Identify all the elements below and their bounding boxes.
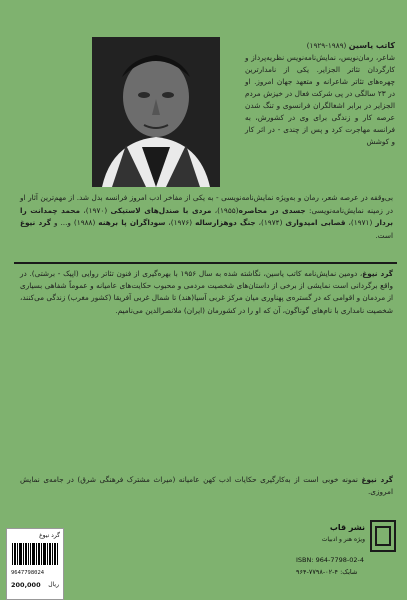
- book-description-text-2: نمونه خوبی است از به‌کارگیری حکایات ادب کهن عامیانه (میراث مشترک فرهنگی شرق) در جامه‌ی نمایش امروزی.: [20, 475, 393, 497]
- work-title: سوداگران پا برهنه: [98, 218, 166, 227]
- work-year: (۱۹۸۸) و... و: [51, 218, 99, 227]
- sticker-title: گرد نیوغ: [39, 532, 60, 539]
- work-title: مردی با صندل‌های لاستیکی: [110, 205, 212, 215]
- author-bio-paragraph-1: شاعر، رمان‌نویس، نمایش‌نامه‌نویس نظریه‌پرداز و کارگردان تئاتر الجزایر. یکی از نامدارترین چهره‌های تئاتر شاعرانه و متعهد جهان امروز. او در ۲۳ سالگی در پی شرکت فعال در خیزش مردم الجزایر در برابر اشغالگران فرانسوی و تنگ شدن عرصه کار و زندگی برای وی در کشورش، به فرانسه مهاجرت کرد و پس از چندی - در اثر کار و کوشش: [245, 53, 395, 146]
- work-year: (۱۹۷۰)،: [80, 205, 111, 215]
- publisher-tagline: ویژه هنر و ادبیات: [321, 536, 365, 543]
- author-portrait-image: [92, 37, 220, 187]
- author-bio-works: [20, 192, 393, 242]
- sticker-currency: ریال: [48, 581, 59, 588]
- author-years: (۱۹۸۹-۱۹۲۹): [306, 41, 347, 50]
- work-title: قصابی امیدواری: [285, 218, 346, 227]
- work-year: (۱۹۷۱)،: [345, 218, 376, 227]
- work-year: (۱۹۷۴)،: [255, 218, 286, 227]
- book-title-lead: گرد نیوغ: [362, 269, 393, 278]
- work-year: (۱۹۵۵)،: [211, 205, 239, 215]
- work-year: (۱۹۷۶)،: [165, 218, 196, 227]
- barcode-icon: [12, 543, 58, 565]
- publisher-logo-icon: [370, 520, 396, 552]
- work-title: جنگ دوهزارساله: [195, 218, 256, 227]
- book-description-1: [20, 268, 393, 317]
- publisher-name: نشر قاب: [329, 523, 365, 532]
- work-year: است.: [375, 230, 393, 240]
- sticker-price: 200,000: [11, 581, 41, 589]
- author-name: کاتب یاسین: [348, 41, 395, 50]
- book-title-lead: گرد نیوغ: [361, 475, 393, 484]
- price-sticker: [6, 528, 64, 600]
- isbn-persian: شابک: ۴-۰۲-۷۷۹۸-۹۶۴: [296, 568, 358, 576]
- sticker-code: 9647798024: [11, 570, 45, 576]
- isbn-latin: ISBN: 964-7798-02-4: [296, 556, 365, 564]
- work-title: گرد نیوغ: [20, 218, 51, 227]
- author-photo: [92, 37, 220, 187]
- section-divider: [14, 262, 397, 264]
- book-description-2: [20, 474, 393, 498]
- author-bio-paragraph-2: بی‌وقفه در عرصه شعر، رمان و به‌ویژه نمایش‌نامه‌نویسی - به‌ یکی از مفاخر ادب امروز فرانسه بدل شد. از مهم‌ترین آثار او در زمینه نمایش‌نامه‌نویسی:: [20, 193, 393, 215]
- work-title: محمد چمدانت را بردار: [20, 205, 394, 227]
- work-title: جسدی در محاصره: [238, 205, 306, 215]
- book-description-text-1: ، دومین نمایش‌نامه کاتب یاسین، نگاشته شده به سال ۱۹۵۶ با بهره‌گیری از فنون تئاتر روایی (اپیک - برشتی). در واقع برگردانی است نمایشی از برخی از داستان‌های شخصیت مردمی و محبوب حکایت‌های عامیانه و عموماً شفاهی بسیاری از مردمان و اقوامی که در گستره‌ی پهناوری میان مرکز غربی آسیا(هند) تا شمال غربی آفریقا (کشور مغرب) زندگی می‌کنند، شخصیت نامداری با نام‌های گوناگون، آن که او را در کشورمان (ایران) ملانصرالدین می‌نامیم.: [20, 269, 393, 315]
- author-bio-top: [245, 40, 395, 148]
